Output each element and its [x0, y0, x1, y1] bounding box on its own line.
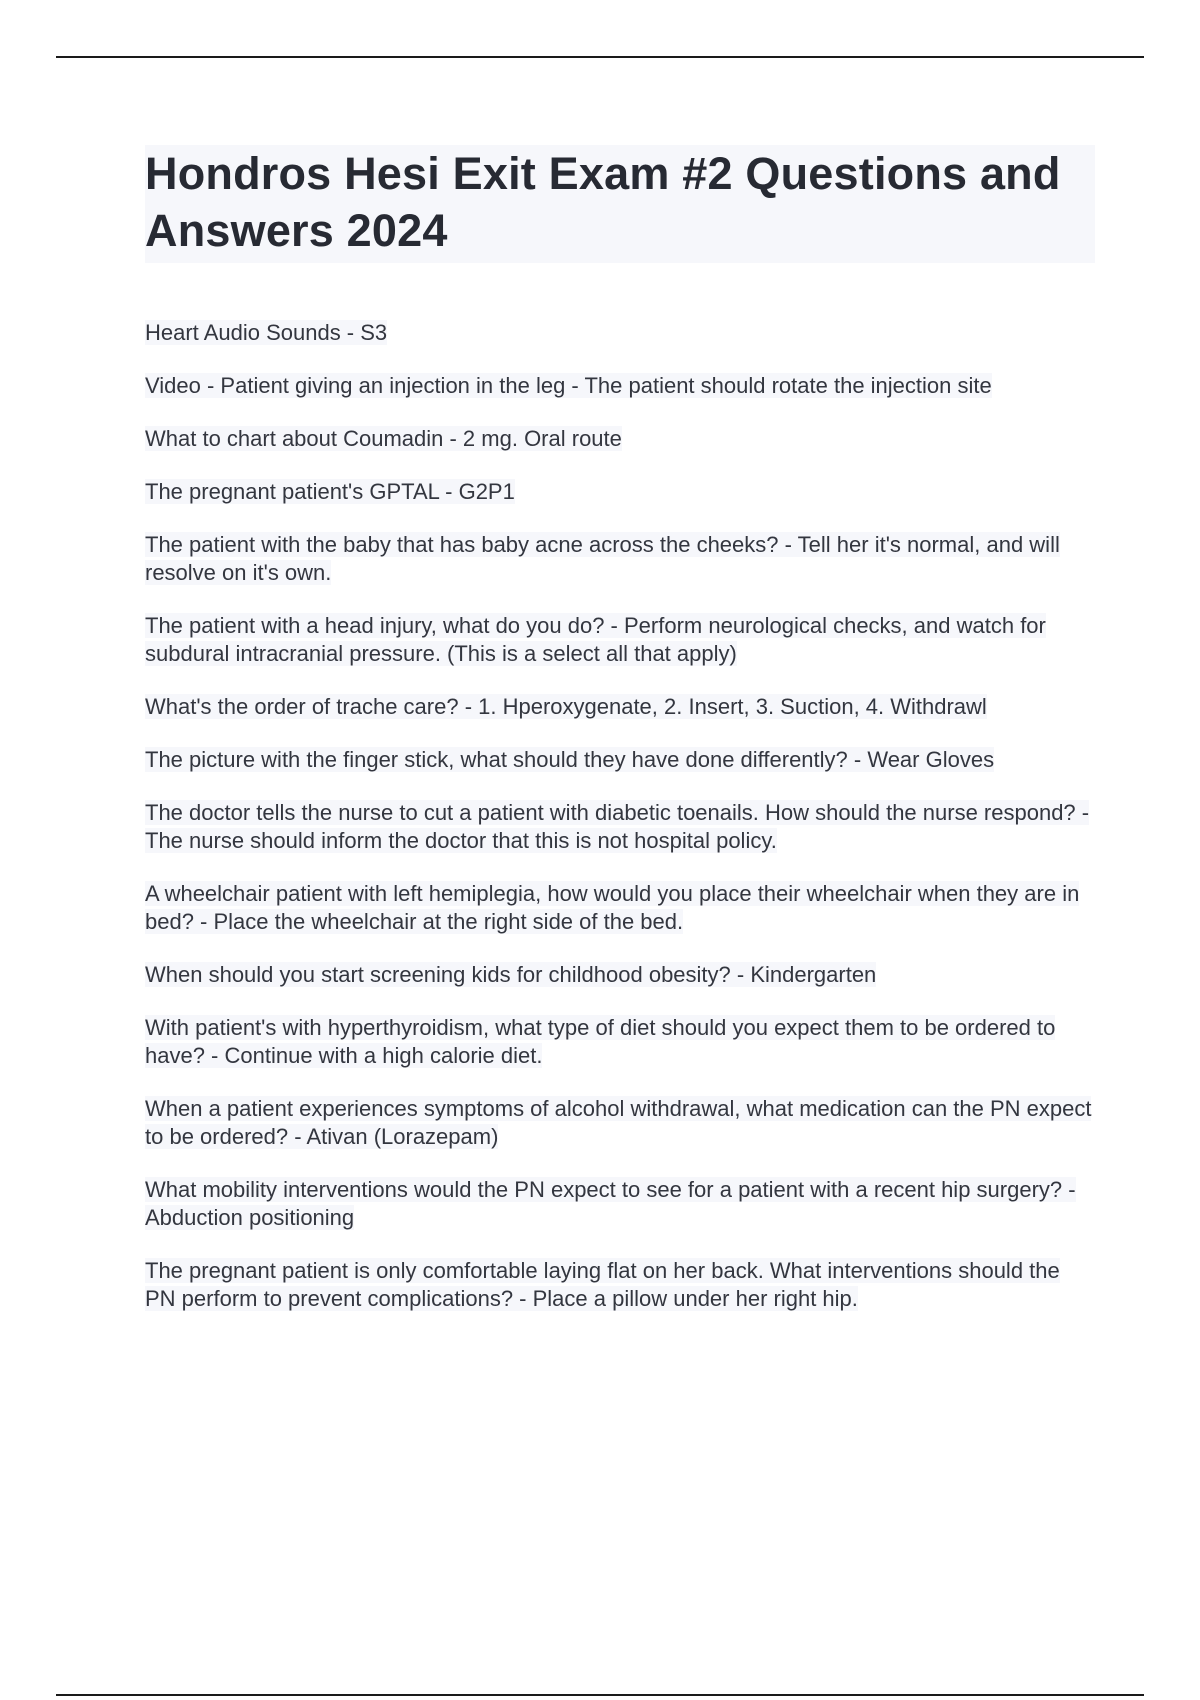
- qa-text: Heart Audio Sounds - S3: [145, 320, 388, 345]
- qa-text: The picture with the finger stick, what should they have done differently? - Wear Gloves: [145, 747, 995, 772]
- qa-item: [145, 372, 1095, 400]
- top-rule: [56, 56, 1144, 58]
- qa-text: The pregnant patient's GPTAL - G2P1: [145, 479, 515, 504]
- document-body: [145, 145, 1095, 1338]
- qa-item: [145, 1095, 1095, 1151]
- qa-item: [145, 478, 1095, 506]
- qa-text: What's the order of trache care? - 1. Hperoxygenate, 2. Insert, 3. Suction, 4. Withdrawl: [145, 694, 987, 719]
- qa-item: [145, 425, 1095, 453]
- bottom-rule: [56, 1694, 1144, 1696]
- qa-text: The patient with a head injury, what do you do? - Perform neurological checks, and watch for subdural intracranial pressure. (This is a select all that apply): [145, 613, 1046, 666]
- qa-text: The patient with the baby that has baby acne across the cheeks? - Tell her it's normal, and will resolve on it's own.: [145, 532, 1060, 585]
- qa-item: [145, 880, 1095, 936]
- qa-text: The doctor tells the nurse to cut a patient with diabetic toenails. How should the nurse respond? - The nurse should inform the doctor that this is not hospital policy.: [145, 800, 1090, 853]
- qa-text: A wheelchair patient with left hemiplegia, how would you place their wheelchair when they are in bed? - Place the wheelchair at the right side of the bed.: [145, 881, 1080, 934]
- document-title: Hondros Hesi Exit Exam #2 Questions and Answers 2024: [145, 148, 1061, 256]
- qa-text: When should you start screening kids for childhood obesity? - Kindergarten: [145, 962, 877, 987]
- qa-item: [145, 1176, 1095, 1232]
- qa-list: [145, 319, 1095, 1313]
- title-block: [145, 145, 1095, 263]
- qa-text: With patient's with hyperthyroidism, what type of diet should you expect them to be ordered to have? - Continue with a high calorie diet.: [145, 1015, 1056, 1068]
- qa-item: [145, 1257, 1095, 1313]
- qa-item: [145, 319, 1095, 347]
- qa-item: [145, 799, 1095, 855]
- qa-text: When a patient experiences symptoms of alcohol withdrawal, what medication can the PN expect to be ordered? - Ativan (Lorazepam): [145, 1096, 1092, 1149]
- qa-item: [145, 531, 1095, 587]
- qa-text: What to chart about Coumadin - 2 mg. Oral route: [145, 426, 622, 451]
- qa-item: [145, 693, 1095, 721]
- qa-item: [145, 961, 1095, 989]
- qa-item: [145, 746, 1095, 774]
- qa-text: What mobility interventions would the PN expect to see for a patient with a recent hip surgery? - Abduction positioning: [145, 1177, 1076, 1230]
- qa-text: The pregnant patient is only comfortable laying flat on her back. What interventions should the PN perform to prevent complications? - Place a pillow under her right hip.: [145, 1258, 1060, 1311]
- qa-item: [145, 612, 1095, 668]
- qa-item: [145, 1014, 1095, 1070]
- qa-text: Video - Patient giving an injection in the leg - The patient should rotate the injection site: [145, 373, 992, 398]
